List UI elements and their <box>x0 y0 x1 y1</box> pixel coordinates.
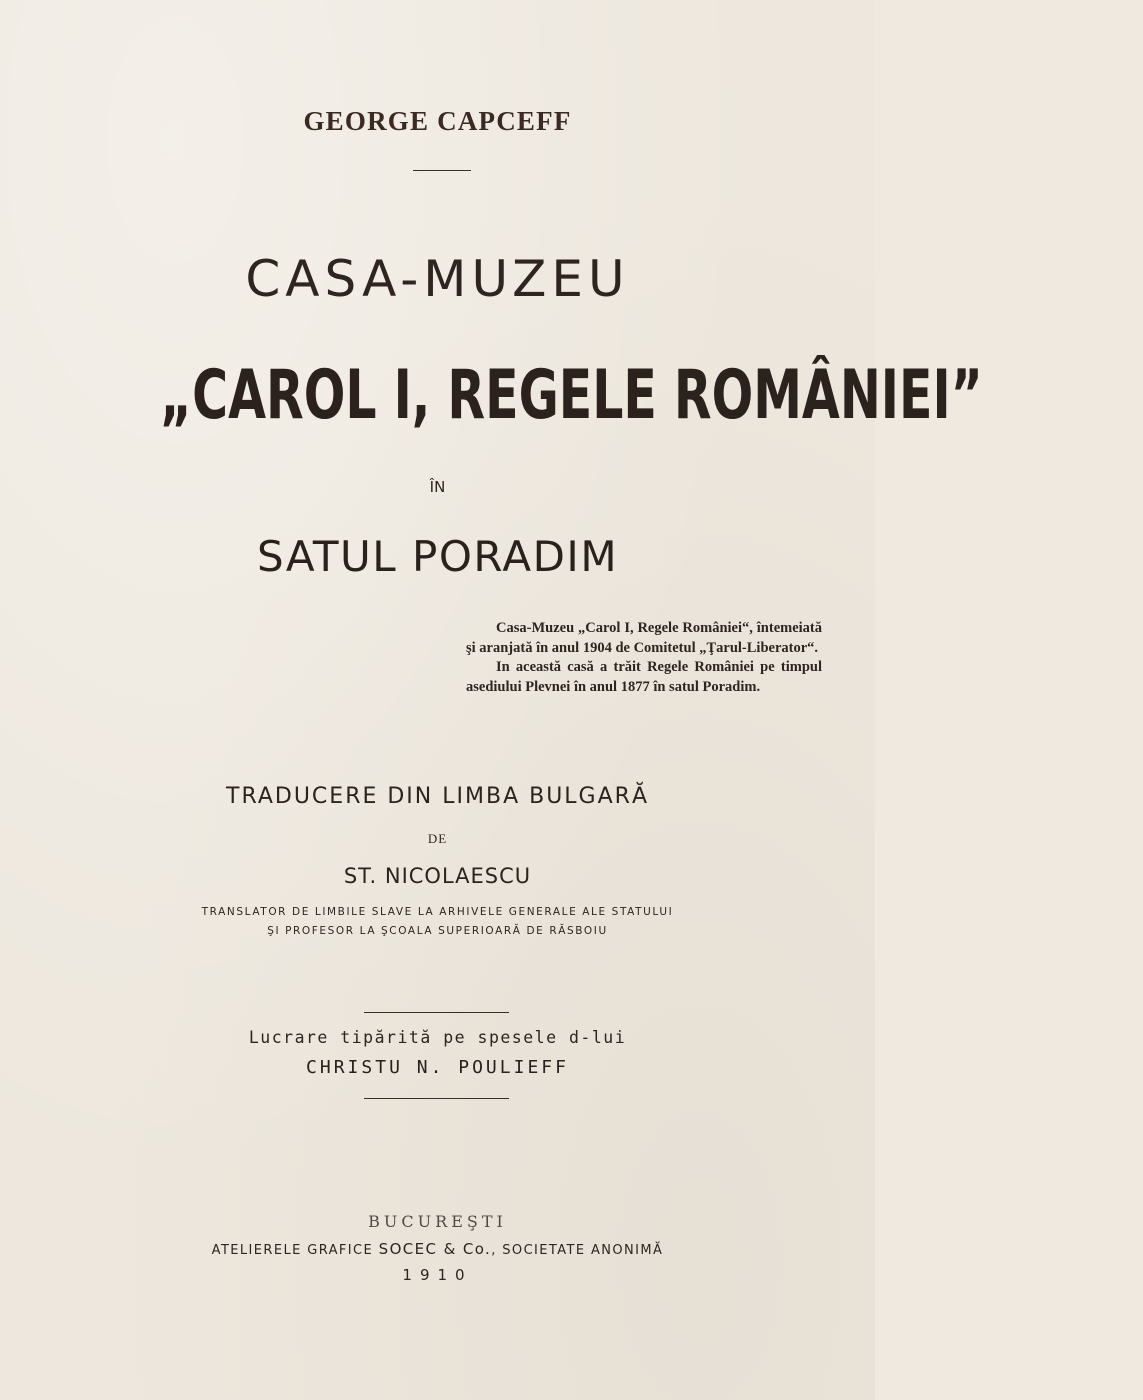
sponsor-name: CHRISTU N. POULIEFF <box>306 1057 569 1078</box>
translation-line: TRADUCERE DIN LIMBA BULGARĂ <box>226 784 649 809</box>
translator-name: ST. NICOLAESCU <box>343 864 532 888</box>
title-line-1: CASA-MUZEU <box>245 250 630 308</box>
place-name: SATUL PORADIM <box>256 532 619 581</box>
museum-note-paragraph-1: Casa-Muzeu „Carol I, Regele României“, întemeiată şi aranjată în anul 1904 de Comitetul „Ţarul-Liberator“. <box>466 620 822 656</box>
divider-middle-1 <box>364 1012 509 1013</box>
printed-note: Lucrare tipărită pe spesele d-lui <box>248 1028 627 1047</box>
publisher-suffix: , SOCIETATE ANONIMĂ <box>491 1243 664 1258</box>
city: BUCUREŞTI <box>368 1212 507 1231</box>
publisher-name: SOCEC & Co. <box>378 1240 492 1258</box>
publication-year: 1910 <box>402 1266 473 1284</box>
title-line-2-text: „CAROL I, REGELE ROMÂNIEI” <box>160 356 983 435</box>
museum-note <box>466 619 822 697</box>
title-line-2 <box>0 356 983 435</box>
divider-top <box>413 170 471 171</box>
translator-credential-2: ŞI PROFESOR LA ŞCOALA SUPERIOARĂ DE RĂSBOIU <box>267 925 608 937</box>
museum-note-paragraph-2: In această casă a trăit Regele României pe timpul asediului Plevnei în anul 1877 în satul Poradim. <box>466 659 822 695</box>
publisher-line <box>0 1240 875 1258</box>
preposition: ÎN <box>429 478 446 496</box>
translator-credential-1: TRANSLATOR DE LIMBILE SLAVE LA ARHIVELE GENERALE ALE STATULUI <box>201 906 674 918</box>
publisher-prefix: ATELIERELE GRAFICE <box>211 1243 374 1258</box>
by-label: DE <box>427 831 448 846</box>
divider-middle-2 <box>364 1098 509 1099</box>
author-name: GEORGE CAPCEFF <box>303 106 572 136</box>
